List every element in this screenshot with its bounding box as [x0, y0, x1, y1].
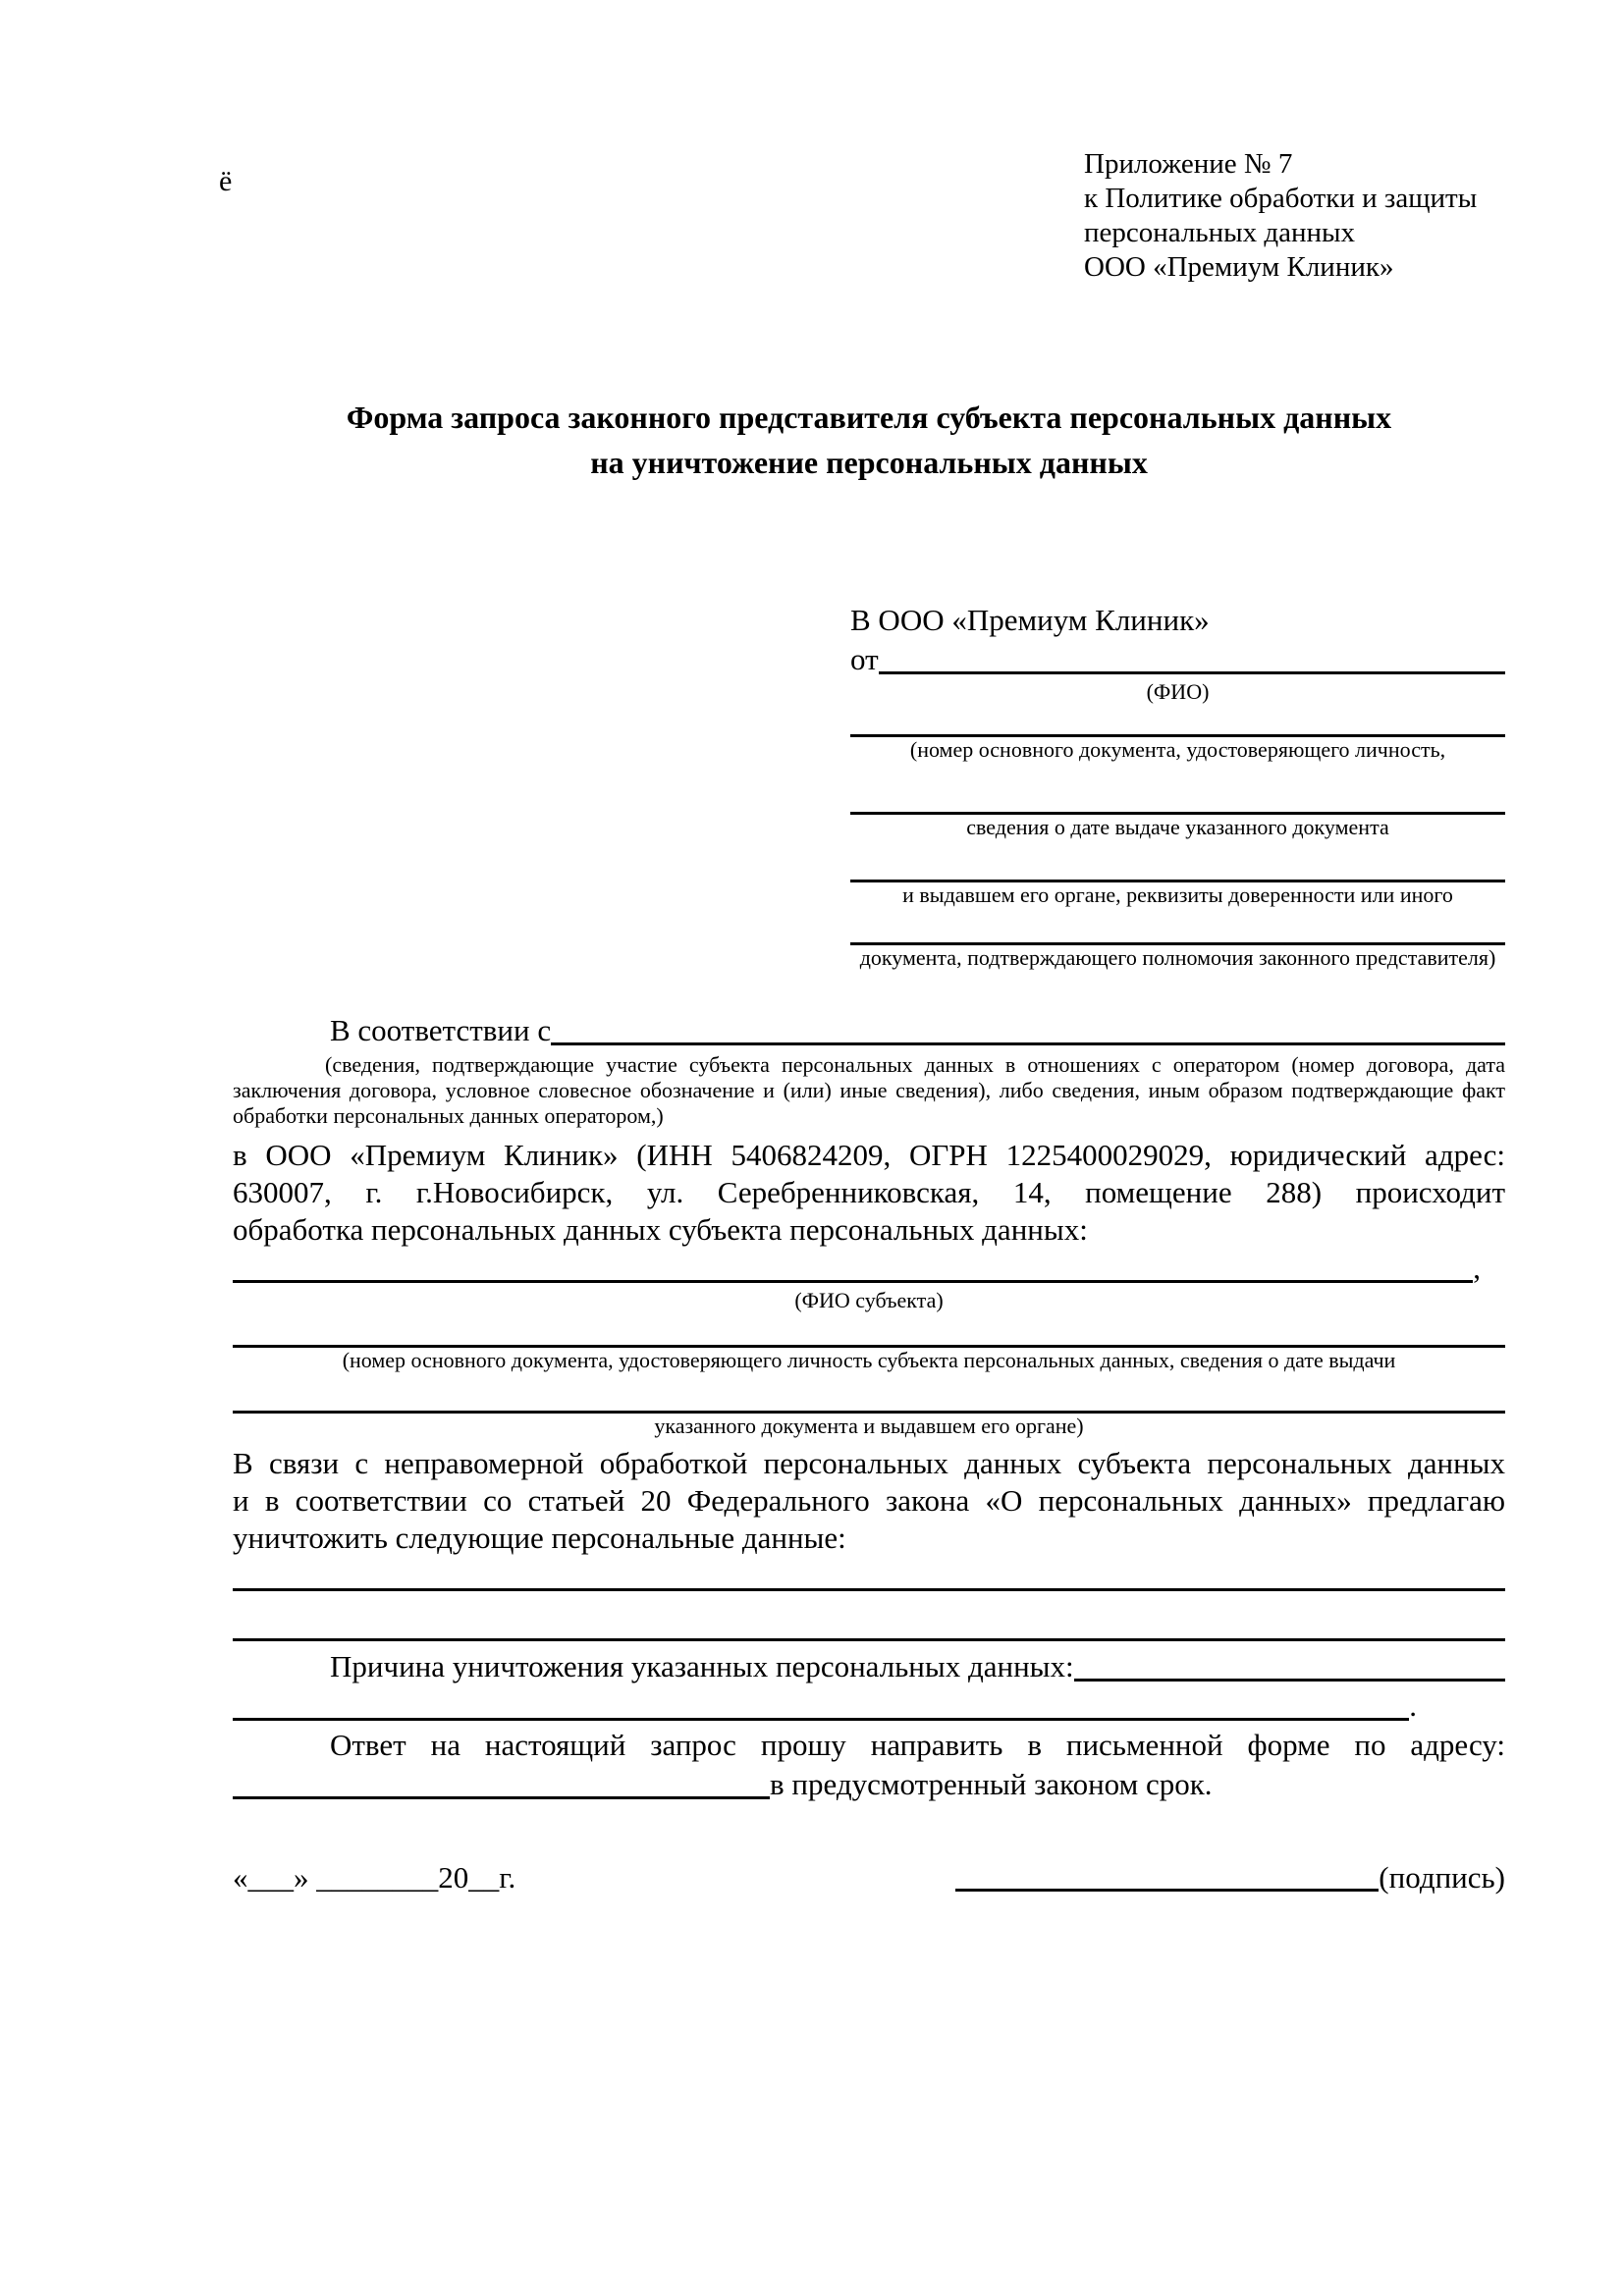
- accordance-note: [233, 1052, 1505, 1129]
- reason-continuation-row: [233, 1686, 1417, 1726]
- subject-fio-caption: (ФИО субъекта): [794, 1288, 944, 1312]
- field-data-to-destroy-line-1[interactable]: [233, 1588, 1505, 1591]
- reply-tail-text: в предусмотренный законом срок.: [770, 1767, 1213, 1801]
- demand-paragraph-line-2: и в соответствии со статьей 20 Федерального закона «О персональных данных» предлагаю: [233, 1483, 1505, 1518]
- subject-document-caption-1: (номер основного документа, удостоверяющего личность субъекта персональных данных, сведения о дате выдачи: [342, 1348, 1396, 1372]
- authority-document-caption: документа, подтверждающего полномочия законного представителя): [859, 945, 1496, 970]
- document-issue-date-caption: сведения о дате выдаче указанного документа: [966, 815, 1389, 839]
- signature-group: [955, 1858, 1505, 1897]
- appendix-block: [1084, 147, 1477, 285]
- reason-row: [233, 1647, 1505, 1686]
- reason-label: Причина уничтожения указанных персональных данных:: [330, 1649, 1074, 1683]
- field-accordance-basis-line[interactable]: [551, 1011, 1505, 1045]
- field-data-to-destroy-line-2[interactable]: [233, 1638, 1505, 1641]
- appendix-line-4: ООО «Премиум Клиник»: [1084, 251, 1394, 283]
- from-row: [850, 640, 1505, 679]
- field-representative-fio-line[interactable]: [879, 640, 1505, 674]
- reason-trailing-period: .: [1409, 1688, 1417, 1723]
- title-line-2: на уничтожение персональных данных: [590, 445, 1148, 480]
- field-subject-fio-line[interactable]: [233, 1249, 1473, 1283]
- appendix-line-1: Приложение № 7: [1084, 148, 1293, 180]
- field-signature-line[interactable]: [955, 1858, 1379, 1892]
- footer-row: [233, 1858, 1505, 1897]
- accordance-note-line-3: обработки персональных данных оператором,): [233, 1103, 664, 1128]
- demand-paragraph: [233, 1445, 1505, 1557]
- accordance-note-line-1: (сведения, подтверждающие участие субъекта персональных данных в отношениях с оператором (номер договора, дата: [325, 1052, 1505, 1077]
- demand-paragraph-line-3: уничтожить следующие персональные данные:: [233, 1521, 846, 1555]
- field-reason-line-1[interactable]: [1074, 1647, 1505, 1682]
- representative-fio-caption: (ФИО): [1146, 679, 1210, 704]
- reply-address-row: [233, 1765, 1505, 1804]
- field-reason-line-2[interactable]: [233, 1686, 1409, 1721]
- title-line-1: Форма запроса законного представителя субъекта персональных данных: [346, 400, 1392, 435]
- subject-document-caption-2: указанного документа и выдавшем его органе): [654, 1414, 1084, 1438]
- operator-paragraph-line-2: 630007, г. г.Новосибирск, ул. Серебренниковская, 14, помещение 288) происходит: [233, 1175, 1505, 1209]
- field-reply-address-line[interactable]: [233, 1765, 770, 1799]
- addressee-to: В ООО «Премиум Клиник»: [850, 603, 1210, 637]
- from-label: от: [850, 642, 879, 676]
- operator-paragraph: [233, 1137, 1505, 1249]
- issuing-authority-caption: и выдавшем его органе, реквизиты доверенности или иного: [902, 882, 1453, 907]
- accordance-note-line-2: заключения договора, условное словесное обозначение и (или) иные сведения), либо сведения, иным образом подтверждающие факт: [233, 1078, 1505, 1102]
- subject-fio-trailing-comma: ,: [1473, 1251, 1481, 1285]
- appendix-line-2: к Политике обработки и защиты: [1084, 183, 1478, 214]
- appendix-line-3: персональных данных: [1084, 217, 1356, 248]
- document-title: [233, 395, 1505, 485]
- stray-character: ё: [219, 165, 233, 197]
- date-blank-line: «___» ________20__г.: [233, 1860, 516, 1895]
- body-block: [233, 1011, 1505, 1804]
- addressee-block: [850, 601, 1505, 971]
- subject-fio-row: [233, 1249, 1481, 1288]
- operator-paragraph-line-3: обработка персональных данных субъекта персональных данных:: [233, 1212, 1088, 1247]
- demand-paragraph-line-1: В связи с неправомерной обработкой персональных данных субъекта персональных данных: [233, 1446, 1505, 1480]
- accordance-lead: В соответствии с: [330, 1013, 552, 1047]
- operator-paragraph-line-1: в ООО «Премиум Клиник» (ИНН 5406824209, ОГРН 1225400029029, юридический адрес:: [233, 1138, 1505, 1172]
- representative-document-caption: (номер основного документа, удостоверяющего личность,: [909, 737, 1446, 762]
- reply-request-line: Ответ на настоящий запрос прошу направить в письменной форме по адресу:: [330, 1728, 1505, 1762]
- signature-caption: (подпись): [1379, 1860, 1505, 1895]
- accordance-row: [233, 1011, 1505, 1050]
